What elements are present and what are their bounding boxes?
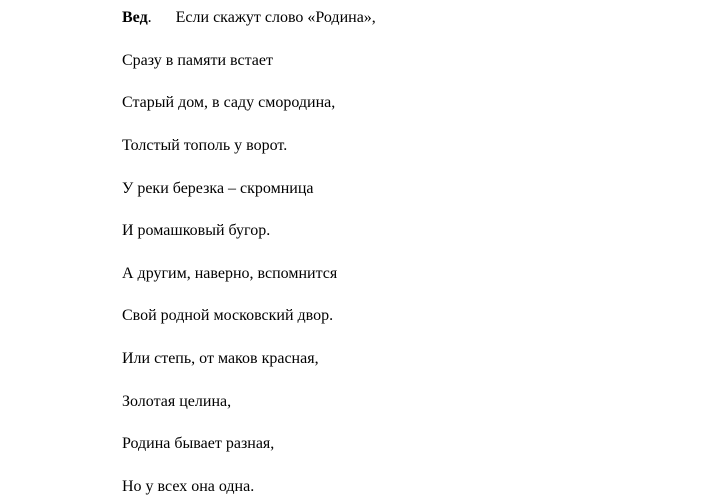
poem-line: Сразу в памяти встает [122,51,273,69]
speaker-punctuation: . [147,9,152,26]
poem-line: Родина бывает разная, [122,435,275,453]
poem-line: Старый дом, в саду смородина, [122,94,336,112]
poem-line: И ромашковый бугор. [122,222,271,240]
poem-line: Свой родной московский двор. [122,307,334,325]
speaker-label: Вед [122,9,148,26]
poem-line-text: Если скажут слово «Родина», [175,9,376,26]
poem-text-block [122,8,684,504]
poem-line: Толстый тополь у ворот. [122,136,288,154]
poem-line: Золотая целина, [122,392,232,410]
poem-line: Или степь, от маков красная, [122,350,319,368]
poem-line: У реки березка – скромница [122,179,314,197]
poem-line: А другим, наверно, вспомнится [122,264,338,282]
poem-line: Но у всех она одна. [122,478,255,496]
poem-line-intro [122,8,684,51]
